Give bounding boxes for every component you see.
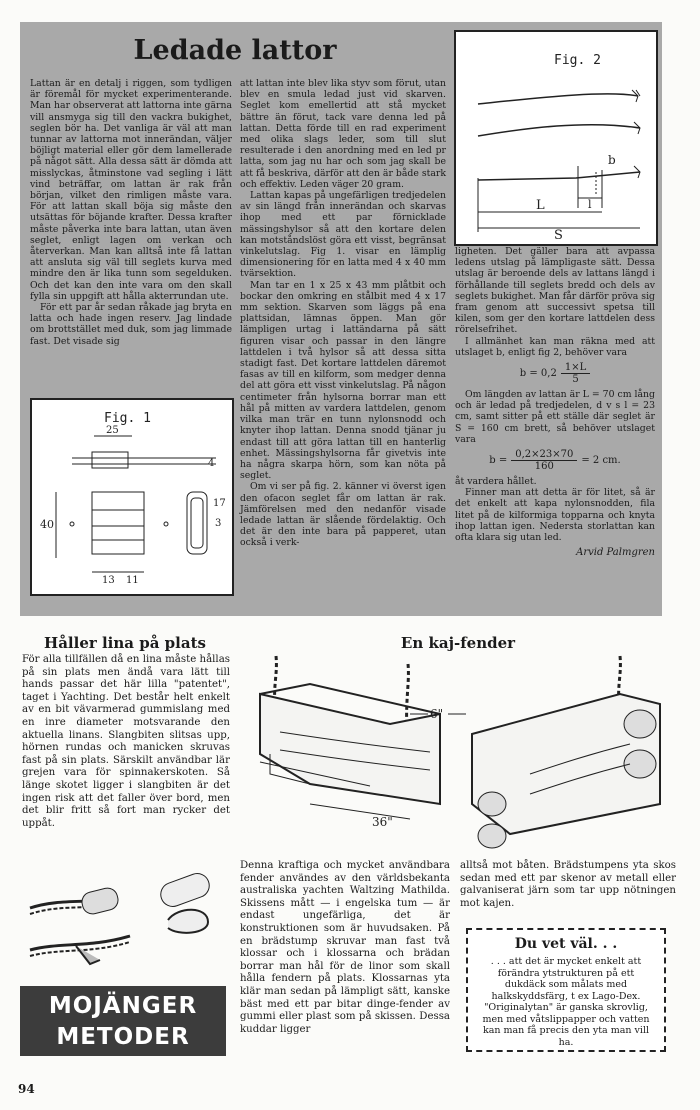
fig2-title: Fig. 2 <box>554 53 601 68</box>
paragraph: åt vardera hållet. <box>455 476 537 488</box>
fig1-title: Fig. 1 <box>104 411 151 426</box>
formula-2 <box>455 449 655 472</box>
formula-1-numerator: 1×L <box>561 362 590 374</box>
fig1-dim-25: 25 <box>106 425 119 436</box>
logo-line-1: MOJÄNGER <box>48 993 198 1019</box>
fig1-dim-40: 40 <box>40 518 54 531</box>
fender-dim-6: 6" <box>430 707 444 721</box>
paragraph: ligheten. Det gäller bara att avpassa ledens utslag på lämpligaste sätt. Dessa utslag är beroende dels av lattans längd i förhållande till seglets bredd och dels av seglets bukighet. Man får därför pröva sig fram genom att successivt spetsa till kilen, som ger den kortare lattdelen dess rörelsefrihet. <box>455 246 655 336</box>
fig2-label-l: l <box>588 198 592 211</box>
page-number: 94 <box>18 1082 35 1096</box>
paragraph: Lattan är en detalj i riggen, som tydligen är föremål för mycket experimenterande. Man har observerat att lattorna inte gärna vill ansmyga sig till den vackra bukighet, seglen bör ha. Det vanliga är väl att man tunnar av lattorna mot innerändan, väljer böjligt material eller gör dem lamellerade på något sätt. Alla dessa sätt är dömda att misslyckas, åtminstone vad segling i lätt vind beträffar, om lattan är rak från början, vilket den rimligen måste vara. För att lattan skall böja sig måste den utsättas för böjande krafter. Dessa krafter måste påverka inte bara lattan, utan även seglet, enligt lagen om verkan och återverkan. Man kan alltså inte få lattan att ansluta sig väl till seglets kurva med mindre den är lika tunn som segelduken. Och det kan den inte vara om den skall fylla sin uppgift att hålla akterrundan ute. <box>30 78 232 302</box>
formula-2-lhs: b = <box>489 455 508 467</box>
article-column-3 <box>455 246 655 558</box>
hose-clip-illustration <box>20 868 230 972</box>
article-column-2 <box>240 78 446 549</box>
fig1-dim-4: 4 <box>208 458 215 469</box>
tip-box-title: Du vet väl. . . <box>514 936 618 952</box>
fender-text: Denna kraftiga och mycket användbara fender användes av den världsbekanta australiska yachten Waltzing Mathilda. Skissens mått — i engelska tum — är endast ungefärliga, det är konstruktionen som är huvudsaken. På en brädstump skruvar man fast två klossar och i klossarna och brädan borrar man hål för de linor som skall hålla fendern på plats. Klossarnas yta klär man sedan på lämpligt sätt, kanske bäst med ett par bitar dinge-fender av gummi eller plast som på skissen. Dessa kuddar ligger <box>240 860 450 1035</box>
formula-2-numerator: 0,2×23×70 <box>511 449 577 461</box>
fig1-dim-13: 13 <box>102 575 115 586</box>
section-title-fender: En kaj-fender <box>400 634 516 652</box>
paragraph: Om längden av lattan är L = 70 cm lång och är ledad på tredjedelen, d v s l = 23 cm, samt sitter på ett ställe där seglet är S = 160 cm brett, så behöver utslaget vara <box>455 389 655 445</box>
paragraph: att lattan inte blev lika styv som förut, utan blev en smula ledad just vid skarven. Seglet kom emellertid att stå mycket bättre än förut, tack vare denna led på lattan. Detta förde till en rad experiment med olika slags leder, som till slut resulterade i den anordning med en led pr latta, som jag nu har och som jag skall be att få beskriva, därför att den är både stark och effektiv. Leden väger 20 gram. <box>240 78 446 190</box>
fender-illustration <box>240 654 680 854</box>
paragraph: Om vi ser på fig. 2. känner vi överst igen den ofacon seglet får om lattan är rak. Jämförelsen med den nedanför visade ledade lattan är slående fördelaktig. Och det är den inte bara på papperet, utan också i verk- <box>240 481 446 549</box>
haller-text: För alla tillfällen då en lina måste hållas på sin plats men ändå vara lätt till hands passar det här lilla "patentet", taget i Yachting. Det består helt enkelt av en bit vävarmerad gummislang med en inre diameter motsvarande den aktuella linans. Slangbiten slitsas upp, hörnen rundas och manicken skruvas fast på sin plats. Särskilt användbar lär grejen vara för spinnakerskoten. Så länge skotet ligger i slangbiten är det ingen risk att det faller över bord, men det blir fritt så fort man rycker det uppåt. <box>22 654 230 829</box>
tip-box <box>466 928 666 1052</box>
fig1-dim-17: 17 <box>213 498 226 509</box>
fender-dim-36: 36" <box>372 815 393 829</box>
fig1-dim-11: 11 <box>126 575 139 586</box>
tip-box-text: . . . att det är mycket enkelt att förändra ytstrukturen på ett dukdäck som målats med halkskyddsfärg, t ex Lago-Dex. "Originalytan" är ganska skrovlig, men med våtslippapper och vatten kan man få precis den yta man vill ha. <box>482 956 650 1048</box>
figure-2 <box>454 30 658 246</box>
fig2-label-L: L <box>536 198 545 213</box>
section-logo <box>20 986 226 1056</box>
fender-text-continued: alltså mot båten. Brädstumpens yta skos sedan med ett par skenor av metall eller galvaniserat järn som tar upp nötningen mot kajen. <box>460 860 676 909</box>
figure-2-drawing <box>456 32 656 244</box>
author: Arvid Palmgren <box>576 547 655 559</box>
formula-1 <box>455 362 655 385</box>
formula-1-lhs: b = 0,2 <box>519 368 557 380</box>
paragraph: Man tar en 1 x 25 x 43 mm plåtbit och bockar den omkring en stålbit med 4 x 17 mm sektion. Skarven som läggs på ena plattsidan, lämnas öppen. Man gör lämpligen urtag i lattändarna på sätt figuren visar och passar in den längre lattdelen i två hylsor så att dessa sitta stadigt fast. Det kortare lattdelen däremot fasas av till en kilform, som medger denna del att göra ett visst vinkelutslag. På någon centimeter från hylsorna borrar man ett hål på mitten av vardera lattdelen, genom vilka man trär en tunn nylonsnodd och knyter ihop lattan. Denna snodd tjänar ju endast till att göra lattan till en hanterlig enhet. Mässingshylsorna får givetvis inte ha några skarpa hörn, som kan nöta på seglet. <box>240 279 446 482</box>
fig2-label-b: b <box>608 153 616 167</box>
paragraph: För ett par år sedan råkade jag bryta en latta och hade ingen reserv. Jag lindade om brottstället med duk, som jag limmade fast. Det visade sig <box>30 302 232 347</box>
paragraph: Finner man att detta är för litet, så är det enkelt att kapa nylonsnodden, fila litet på de kilformiga topparna och knyta ihop lattan igen. Nedersta storlattan kan ofta klara sig utan led. <box>455 487 655 544</box>
fig1-dim-3: 3 <box>215 518 222 529</box>
figure-1 <box>30 398 234 596</box>
formula-2-denominator: 160 <box>534 461 554 473</box>
article-column-1 <box>30 78 232 347</box>
logo-line-2: METODER <box>56 1024 190 1050</box>
fig2-label-S: S <box>554 228 563 243</box>
paragraph: I allmänhet kan man räkna med att utslaget b, enligt fig 2, behöver vara <box>455 335 655 358</box>
article-title: Ledade lattor <box>133 35 337 66</box>
formula-1-denominator: 5 <box>572 374 579 386</box>
section-title-haller: Håller lina på plats <box>44 634 206 652</box>
figure-1-drawing <box>32 400 232 594</box>
paragraph: Lattan kapas på ungefärligen tredjedelen av sin längd från innerändan och skarvas ihop med ett par förnicklade mässingshylsor så att den kortare delen kan motståndslöst göra ett visst, begränsat vinkelutslag. Fig 1. visar en lämplig dimensionering för en latta med 4 x 40 mm tvärsektion. <box>240 190 446 280</box>
formula-2-rhs: = 2 cm. <box>581 455 621 467</box>
